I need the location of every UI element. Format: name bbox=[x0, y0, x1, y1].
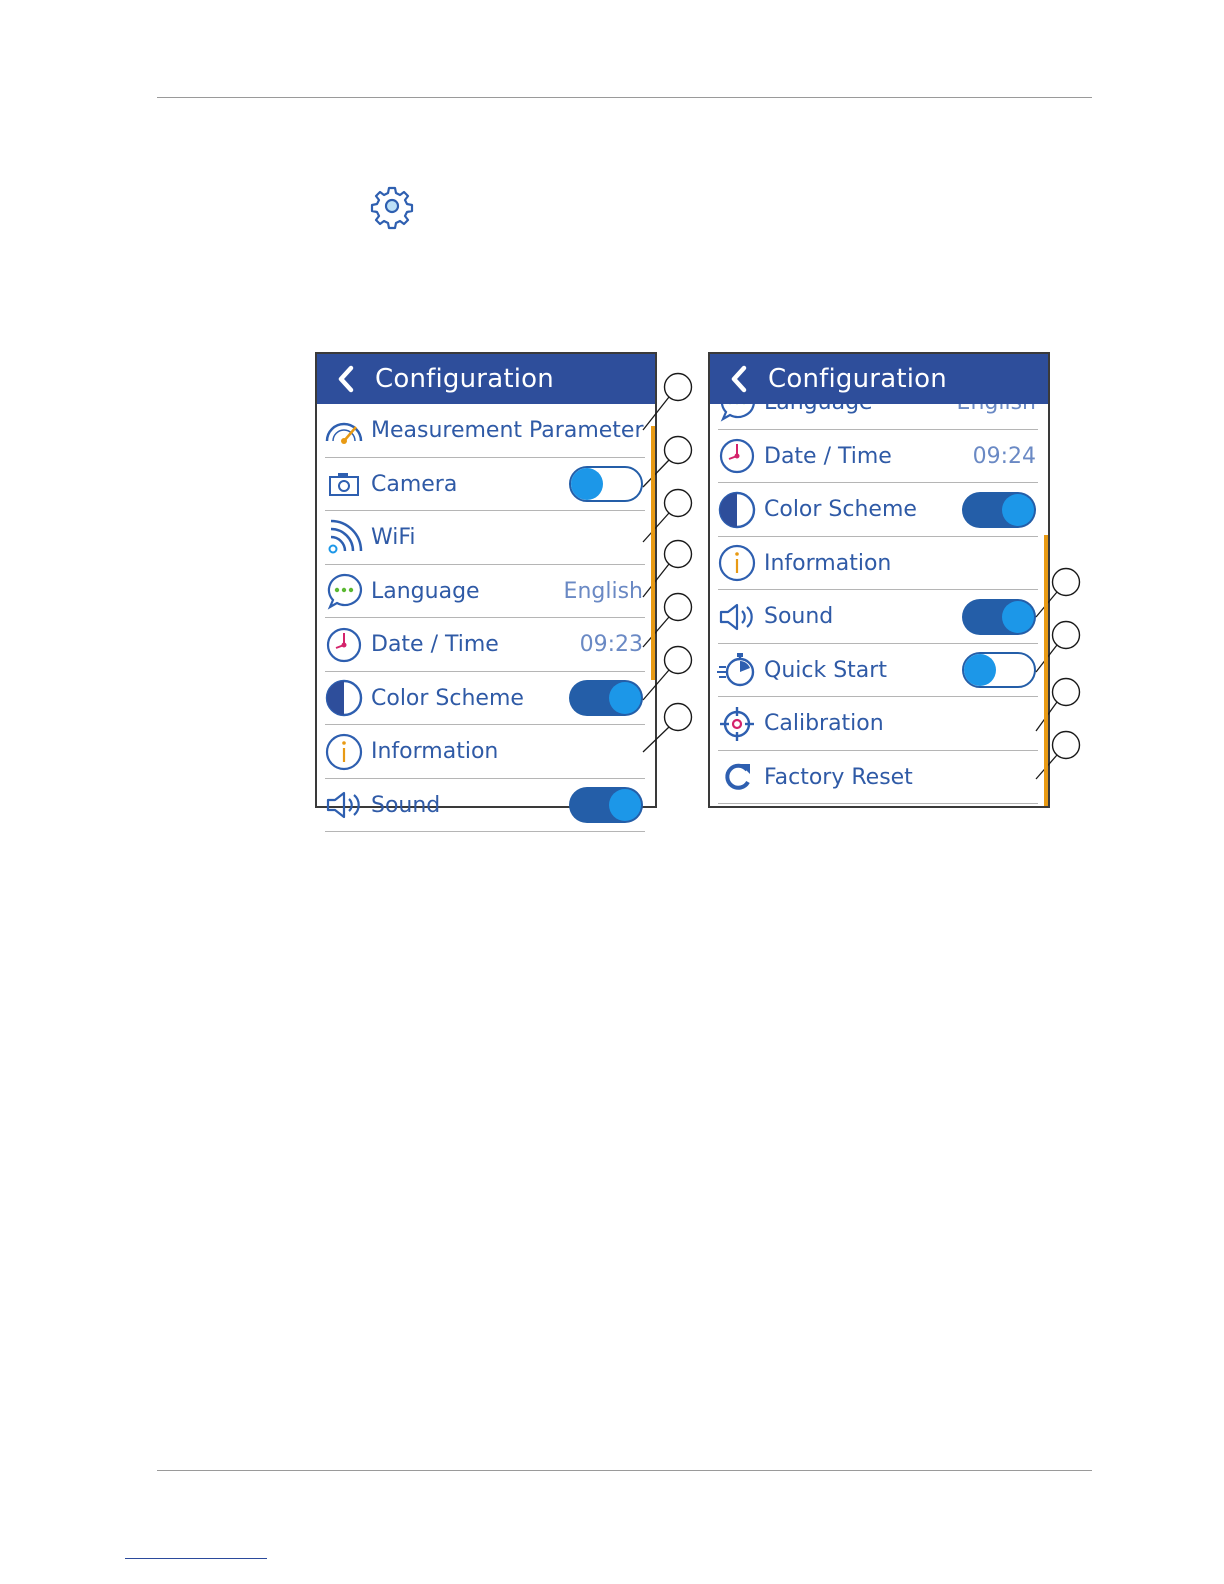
screen-title: Configuration bbox=[768, 364, 947, 394]
bottom-rule bbox=[157, 1470, 1092, 1471]
row-value: 09:23 bbox=[579, 632, 643, 658]
chevron-left-icon bbox=[336, 364, 356, 394]
chat-bubble-icon bbox=[325, 572, 363, 610]
footer-link-underline bbox=[125, 1558, 267, 1559]
row-color-scheme[interactable] bbox=[710, 483, 1048, 537]
callout-circle bbox=[1053, 569, 1080, 596]
row-information[interactable] bbox=[710, 537, 1048, 591]
row-sound[interactable] bbox=[317, 779, 655, 833]
row-label: Color Scheme bbox=[764, 497, 917, 523]
row-label: Sound bbox=[764, 604, 834, 630]
callout-circle bbox=[665, 704, 692, 731]
row-label: Measurement Parameter bbox=[371, 418, 644, 444]
callout-circle bbox=[665, 437, 692, 464]
callout-circle bbox=[1053, 679, 1080, 706]
row-language[interactable] bbox=[317, 565, 655, 619]
clock-icon bbox=[325, 626, 363, 664]
row-label: Camera bbox=[371, 471, 458, 497]
callout-circle bbox=[1053, 622, 1080, 649]
wifi-icon bbox=[326, 520, 362, 556]
info-icon bbox=[324, 732, 364, 772]
row-value: 09:24 bbox=[972, 443, 1036, 469]
stopwatch-icon bbox=[717, 651, 757, 689]
quick-start-toggle[interactable] bbox=[962, 652, 1036, 688]
row-sound[interactable] bbox=[710, 590, 1048, 644]
top-rule bbox=[157, 97, 1092, 98]
sound-toggle[interactable] bbox=[962, 599, 1036, 635]
info-icon bbox=[717, 543, 757, 583]
settings-list[interactable] bbox=[317, 404, 655, 818]
screen-title: Configuration bbox=[375, 364, 554, 394]
settings-list[interactable] bbox=[710, 404, 1048, 806]
callout-circle bbox=[665, 541, 692, 568]
row-label: WiFi bbox=[371, 525, 416, 551]
row-wifi[interactable] bbox=[317, 511, 655, 565]
callout-circle bbox=[665, 490, 692, 517]
gauge-icon bbox=[324, 417, 364, 445]
row-value: English bbox=[563, 578, 643, 604]
config-screen-right bbox=[708, 352, 1050, 808]
camera-icon bbox=[328, 471, 360, 497]
scrollbar[interactable] bbox=[1044, 535, 1048, 806]
contrast-icon bbox=[324, 678, 364, 718]
row-label: Calibration bbox=[764, 711, 884, 737]
row-date-time[interactable] bbox=[710, 430, 1048, 484]
chevron-left-icon bbox=[729, 364, 749, 394]
crosshair-icon bbox=[718, 705, 756, 743]
row-label: Color Scheme bbox=[371, 685, 524, 711]
row-label: Quick Start bbox=[764, 657, 887, 683]
row-information[interactable] bbox=[317, 725, 655, 779]
speaker-icon bbox=[325, 789, 363, 821]
row-quick-start[interactable] bbox=[710, 644, 1048, 698]
row-date-time[interactable] bbox=[317, 618, 655, 672]
row-measurement-parameter[interactable] bbox=[317, 404, 655, 458]
camera-toggle[interactable] bbox=[569, 466, 643, 502]
callout-circle bbox=[665, 647, 692, 674]
callout-circle bbox=[665, 594, 692, 621]
row-factory-reset[interactable] bbox=[710, 751, 1048, 805]
row-camera[interactable] bbox=[317, 458, 655, 512]
row-label: Date / Time bbox=[371, 632, 499, 658]
scrollbar[interactable] bbox=[651, 426, 655, 680]
row-label: Language bbox=[371, 578, 480, 604]
callout-circle bbox=[1053, 732, 1080, 759]
row-label: Factory Reset bbox=[764, 764, 913, 790]
row-label: Information bbox=[371, 739, 499, 765]
gear-icon bbox=[370, 184, 414, 228]
row-label: Information bbox=[764, 550, 892, 576]
row-color-scheme[interactable] bbox=[317, 672, 655, 726]
reset-icon bbox=[720, 760, 754, 794]
header-bar bbox=[317, 354, 655, 404]
callout-circle bbox=[665, 374, 692, 401]
config-screen-left bbox=[315, 352, 657, 818]
row-label: Date / Time bbox=[764, 443, 892, 469]
clock-icon bbox=[718, 437, 756, 475]
row-label: Sound bbox=[371, 792, 441, 818]
back-button[interactable] bbox=[710, 354, 768, 404]
header-bar bbox=[710, 354, 1048, 404]
speaker-icon bbox=[718, 601, 756, 633]
row-calibration[interactable] bbox=[710, 697, 1048, 751]
color-scheme-toggle[interactable] bbox=[962, 492, 1036, 528]
sound-toggle[interactable] bbox=[569, 787, 643, 823]
contrast-icon bbox=[717, 490, 757, 530]
color-scheme-toggle[interactable] bbox=[569, 680, 643, 716]
back-button[interactable] bbox=[317, 354, 375, 404]
